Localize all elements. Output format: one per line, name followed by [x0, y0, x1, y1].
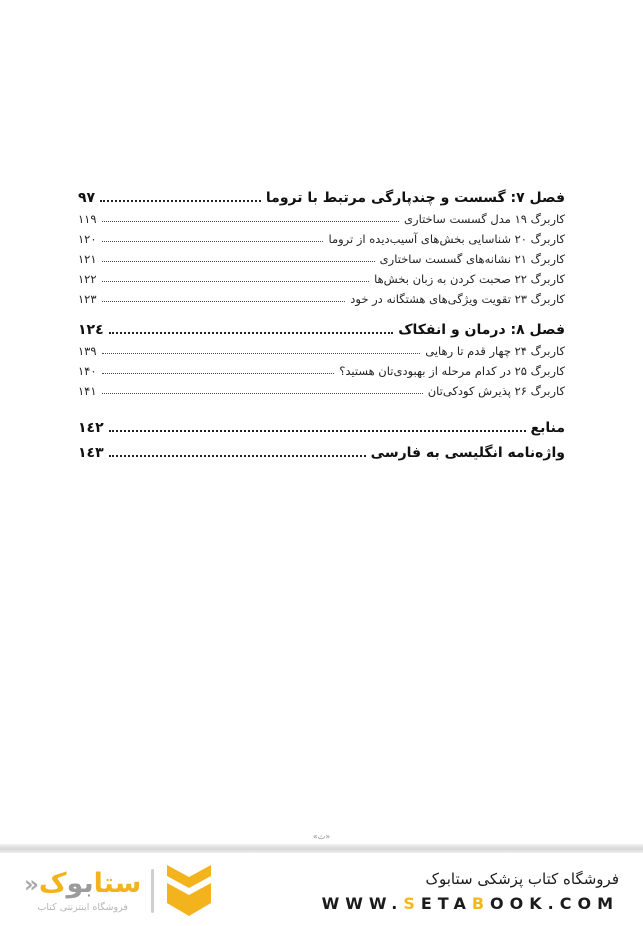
toc-entry	[78, 378, 565, 398]
toc-glossary-heading	[78, 436, 565, 461]
toc-entry	[78, 226, 565, 246]
toc-references-heading	[78, 411, 565, 436]
entry-title: کاربرگ ۲۵ در کدام مرحله از بهبودی‌تان هستید؟	[339, 364, 565, 378]
toc-entry	[78, 286, 565, 306]
dot-leader	[102, 281, 370, 282]
entry-page-number: ۱۲۳	[78, 292, 97, 306]
footer-text-block	[322, 870, 619, 913]
url-part: WWW.	[321, 893, 404, 913]
dot-leader	[109, 430, 526, 432]
entry-title: کاربرگ ۲۰ شناسایی بخش‌های آسیب‌دیده از تروما	[328, 232, 565, 246]
chapter-title: فصل ۸: درمان و انفکاک	[398, 322, 565, 338]
dot-leader	[102, 221, 399, 222]
wordmark-part: ستا	[93, 868, 142, 899]
toc-entry	[78, 206, 565, 226]
references-page-number: ١٤٢	[78, 420, 104, 436]
entry-page-number: ۱۲۱	[78, 252, 97, 266]
toc-chapter-heading	[78, 313, 565, 338]
glossary-title: واژه‌نامه انگلیسی به فارسی	[370, 445, 565, 461]
guillemet-icon: «	[24, 872, 39, 898]
entry-page-number: ۱۴۱	[78, 384, 97, 398]
table-of-contents	[78, 181, 565, 461]
wordmark-part: بو	[66, 868, 94, 899]
bookstore-footer	[0, 856, 643, 926]
dot-leader	[102, 393, 423, 394]
entry-title: کاربرگ ۱۹ مدل گسست ساختاری	[404, 212, 565, 226]
logo-divider	[151, 869, 154, 913]
entry-page-number: ۱۳۹	[78, 344, 97, 358]
setabook-chevron-logo-icon	[164, 863, 214, 919]
entry-page-number: ۱۱۹	[78, 212, 97, 226]
entry-page-number: ۱۲۲	[78, 272, 97, 286]
logo-wordmark-stack	[24, 869, 141, 913]
chapter-page-number: ١٢٤	[78, 322, 104, 338]
page-edge-shadow	[0, 844, 643, 853]
front-matter-page-number: «ث»	[312, 832, 331, 841]
entry-page-number: ۱۴۰	[78, 364, 97, 378]
chapter-page-number: ٩٧	[78, 190, 96, 206]
dot-leader	[102, 241, 324, 242]
wordmark-part: ک	[38, 868, 67, 899]
url-part: OOK.COM	[490, 893, 619, 913]
entry-title: کاربرگ ۲۳ تقویت ویژگی‌های هشتگانه در خود	[350, 292, 565, 306]
dot-leader	[109, 455, 366, 457]
references-title: منابع	[530, 420, 565, 436]
entry-title: کاربرگ ۲۲ صحبت کردن به زبان بخش‌ها	[374, 272, 565, 286]
entry-title: کاربرگ ۲۶ پذیرش کودکی‌تان	[427, 384, 565, 398]
toc-entry	[78, 246, 565, 266]
glossary-page-number: ١٤٣	[78, 445, 104, 461]
dot-leader	[102, 301, 346, 302]
dot-leader	[102, 353, 421, 354]
store-name: فروشگاه کتاب پزشکی ستابوک	[425, 869, 619, 888]
entry-title: کاربرگ ۲۱ نشانه‌های گسست ساختاری	[379, 252, 565, 266]
dot-leader	[102, 261, 375, 262]
logo-subtitle: فروشگاه اینترنتی کتاب	[37, 902, 128, 913]
entry-page-number: ۱۲۰	[78, 232, 97, 246]
url-part-accent: S	[403, 893, 421, 913]
toc-entry	[78, 338, 565, 358]
chapter-title: فصل ۷: گسست و چندپارگی مرتبط با تروما	[265, 190, 565, 206]
dot-leader	[109, 332, 394, 334]
setabook-logo	[24, 863, 214, 919]
site-url	[322, 894, 619, 913]
toc-chapter-heading	[78, 181, 565, 206]
toc-entry	[78, 266, 565, 286]
logo-wordmark	[24, 869, 141, 900]
dot-leader	[102, 373, 335, 374]
dot-leader	[100, 200, 261, 202]
entry-title: کاربرگ ۲۴ چهار قدم تا رهایی	[425, 344, 565, 358]
toc-entry	[78, 358, 565, 378]
url-part: ETA	[420, 893, 472, 913]
url-part-accent: B	[471, 893, 491, 913]
